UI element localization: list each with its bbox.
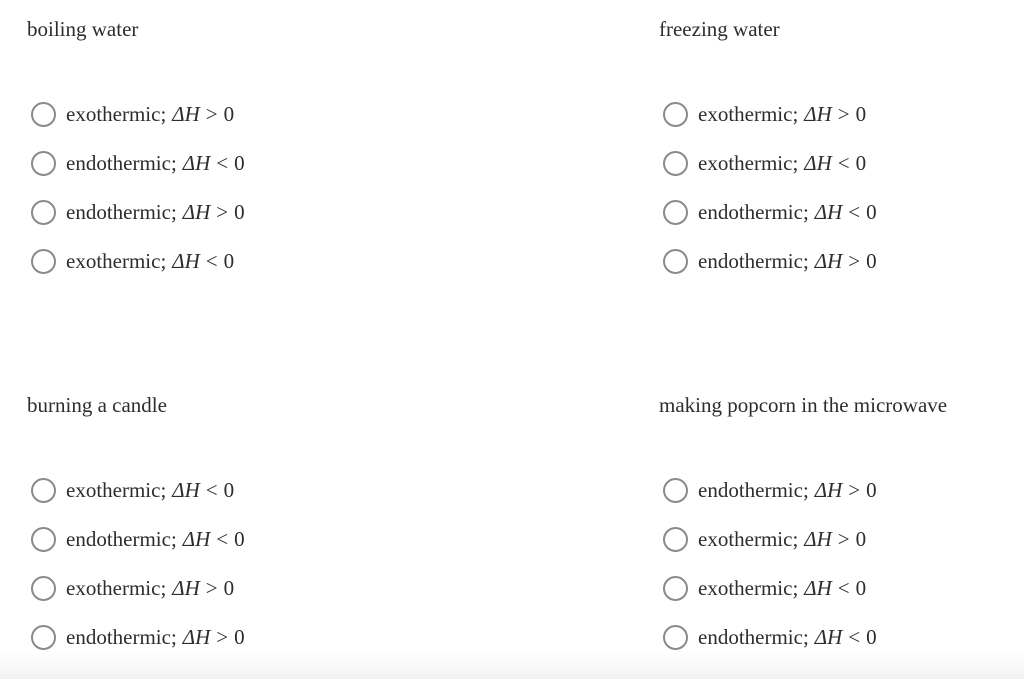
answer-option[interactable] xyxy=(663,148,866,178)
radio-button[interactable] xyxy=(31,249,56,274)
answer-option[interactable] xyxy=(663,524,866,554)
option-label: endothermic; ΔH < 0 xyxy=(66,150,245,175)
option-label: endothermic; ΔH > 0 xyxy=(698,477,877,502)
radio-button[interactable] xyxy=(31,527,56,552)
option-label: exothermic; ΔH > 0 xyxy=(66,575,235,600)
radio-button[interactable] xyxy=(663,625,688,650)
option-label: exothermic; ΔH < 0 xyxy=(66,248,235,273)
option-label: exothermic; ΔH > 0 xyxy=(698,526,867,551)
option-label: endothermic; ΔH > 0 xyxy=(66,624,245,649)
radio-button[interactable] xyxy=(31,102,56,127)
question-title: making popcorn in the microwave xyxy=(659,393,948,417)
radio-button[interactable] xyxy=(31,151,56,176)
option-label: endothermic; ΔH < 0 xyxy=(698,199,877,224)
option-label: exothermic; ΔH > 0 xyxy=(698,101,867,126)
answer-option[interactable] xyxy=(31,148,245,178)
answer-option[interactable] xyxy=(663,573,866,603)
option-label: endothermic; ΔH > 0 xyxy=(698,248,877,273)
radio-button[interactable] xyxy=(663,102,688,127)
radio-button[interactable] xyxy=(663,249,688,274)
answer-option[interactable] xyxy=(663,197,877,227)
answer-option[interactable] xyxy=(31,197,245,227)
radio-button[interactable] xyxy=(663,200,688,225)
option-label: endothermic; ΔH < 0 xyxy=(698,624,877,649)
question-title: boiling water xyxy=(27,17,139,41)
option-label: exothermic; ΔH < 0 xyxy=(698,575,867,600)
option-label: exothermic; ΔH > 0 xyxy=(66,101,235,126)
radio-button[interactable] xyxy=(31,576,56,601)
radio-button[interactable] xyxy=(663,478,688,503)
option-label: endothermic; ΔH > 0 xyxy=(66,199,245,224)
radio-button[interactable] xyxy=(663,527,688,552)
option-label: exothermic; ΔH < 0 xyxy=(66,477,235,502)
answer-option[interactable] xyxy=(31,246,234,276)
answer-option[interactable] xyxy=(663,246,877,276)
option-label: exothermic; ΔH < 0 xyxy=(698,150,867,175)
answer-option[interactable] xyxy=(31,622,245,652)
bottom-fade xyxy=(0,651,1024,679)
answer-option[interactable] xyxy=(663,475,877,505)
answer-option[interactable] xyxy=(31,475,234,505)
radio-button[interactable] xyxy=(663,576,688,601)
radio-button[interactable] xyxy=(31,478,56,503)
question-title: burning a candle xyxy=(27,393,167,417)
answer-option[interactable] xyxy=(31,524,245,554)
option-label: endothermic; ΔH < 0 xyxy=(66,526,245,551)
radio-button[interactable] xyxy=(31,200,56,225)
answer-option[interactable] xyxy=(31,573,234,603)
answer-option[interactable] xyxy=(31,99,234,129)
question-title: freezing water xyxy=(659,17,780,41)
radio-button[interactable] xyxy=(31,625,56,650)
answer-option[interactable] xyxy=(663,622,877,652)
answer-option[interactable] xyxy=(663,99,866,129)
radio-button[interactable] xyxy=(663,151,688,176)
